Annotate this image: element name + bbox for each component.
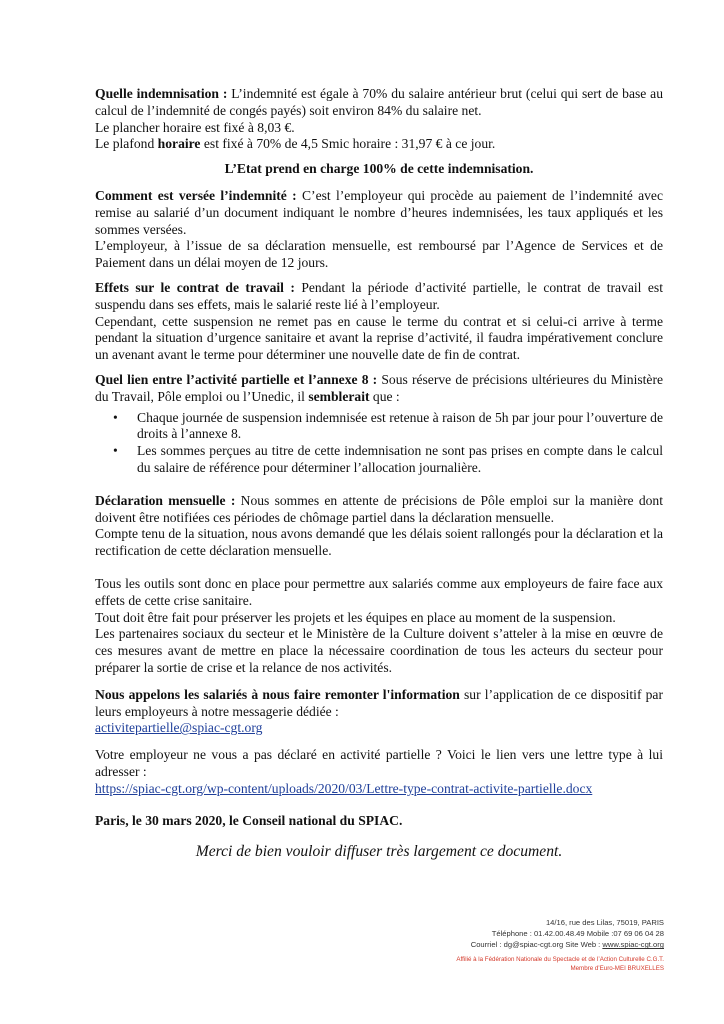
lettre-url-line <box>95 781 663 798</box>
lettre-link[interactable]: https://spiac-cgt.org/wp-content/uploads/2020/03/Lettre-type-contrat-activite-partielle.docx <box>95 780 593 796</box>
contrat-heading: Effets sur le contrat de travail : <box>95 279 295 295</box>
email-line <box>95 720 663 737</box>
indemnisation-text: L’indemnité est égale à 70% du salaire antérieur brut (celui qui sert de base au calcul de l’indemnité de congés payés) soit environ 84% du salaire net. <box>95 86 664 118</box>
thanks-line: Merci de bien vouloir diffuser très largement ce document. <box>195 843 563 861</box>
list-item <box>113 409 663 444</box>
list-item-text: Les sommes perçues au titre de cette indemnisation ne sont pas prises en compte dans le calcul du salaire de référence pour déterminer l’allocation journalière. <box>137 443 663 475</box>
appel-paragraph <box>95 687 663 721</box>
annexe-text-a: Sous réserve de précisions ultérieures du Ministère du Travail, Pôle emploi ou l’Unedic, il <box>95 371 664 404</box>
versement-text2: L’employeur, à l’issue de sa déclaration mensuelle, est remboursé par l’Agence de Services et de Paiement dans un délai moyen de 12 jours. <box>95 238 663 271</box>
outils-text2: Tout doit être fait pour préserver les projets et les équipes en place au moment de la suspension. <box>95 609 616 625</box>
appel-text: sur l’application de ce dispositif par leurs employeurs à notre messagerie dédiée : <box>95 686 663 719</box>
footer-site-link[interactable]: www.spiac-cgt.org <box>602 940 664 950</box>
contrat-paragraph <box>95 280 663 314</box>
document-body <box>95 86 663 861</box>
bullet-icon: • <box>113 443 118 459</box>
annexe-text-b: que : <box>369 388 400 404</box>
plafond-line <box>95 136 663 153</box>
plafond-text-b: est fixé à 70% de 4,5 Smic horaire : 31,97 € à ce jour. <box>200 136 496 152</box>
list-item <box>113 443 663 477</box>
footer-address: 14/16, rue des Lilas, 75019, PARIS <box>545 918 664 927</box>
annexe-heading: Quel lien entre l’activité partielle et l’annexe 8 : <box>95 371 378 387</box>
section-annexe <box>95 372 663 477</box>
section-indemnisation <box>95 86 663 153</box>
declaration-heading: Déclaration mensuelle : <box>95 492 236 508</box>
contrat-text2: Cependant, cette suspension ne remet pas en cause le terme du contrat et si celui-ci arrive à terme pendant la situation d’urgence sanitaire et avant la reprise d’activité, il faudra impérativement conclure un avenant avant le terme pour déterminer une nouvelle date de fin de contrat. <box>95 313 663 363</box>
plancher-line: Le plancher horaire est fixé à 8,03 €. <box>95 119 295 135</box>
versement-paragraph <box>95 188 663 238</box>
etat-line <box>95 161 663 178</box>
versement-heading: Comment est versée l’indemnité : <box>95 187 297 203</box>
annexe-bullet-list <box>95 410 663 477</box>
section-appel <box>95 687 663 737</box>
bullet-icon: • <box>113 409 118 425</box>
signature: Paris, le 30 mars 2020, le Conseil national du SPIAC. <box>95 813 403 829</box>
declaration-paragraph <box>95 493 663 527</box>
plafond-bold: horaire <box>157 136 201 152</box>
versement-text1: C’est l’employeur qui procède au paiement de l’indemnité avec remise au salarié d’un document indiquant le nombre d’heures indemnisées, les taux appliqués et les sommes versées. <box>95 187 663 237</box>
section-outils <box>95 576 663 677</box>
footer-affiliation: Affilié à la Fédération Nationale du Spectacle et de l’Action Culturelle C.G.T. <box>456 955 664 963</box>
annexe-paragraph <box>95 372 663 406</box>
footer-phone: Téléphone : 01.42.00.48.49 Mobile :07 69 06 04 28 <box>491 929 664 939</box>
section-contrat <box>95 280 663 364</box>
indemnisation-paragraph <box>95 86 663 120</box>
section-lettre <box>95 747 663 797</box>
contrat-text1: Pendant la période d’activité partielle, le contrat de travail est suspendu dans ses effets, mais le salarié reste lié à l’employeur. <box>95 279 663 312</box>
section-versement <box>95 188 663 272</box>
section-declaration <box>95 493 663 560</box>
outils-text1: Tous les outils sont donc en place pour permettre aux salariés comme aux employeurs de faire face aux effets de cette crise sanitaire. <box>95 575 663 608</box>
email-link[interactable]: activitepartielle@spiac-cgt.org <box>95 720 263 736</box>
declaration-text1: Nous sommes en attente de précisions de Pôle emploi sur la manière dont doivent être notifiées ces périodes de chômage partiel dans la déclaration mensuelle. <box>95 492 663 525</box>
outils-text3: Les partenaires sociaux du secteur et le Ministère de la Culture doivent s’atteler à la mise en œuvre de ces mesures avant de mettre en place la nécessaire coordination de tous les acteurs du secteur pour préparer la sortie de crise et la relance de nos activités. <box>95 626 663 675</box>
footer-courriel: Courriel : dg@spiac-cgt.org Site Web : <box>470 940 603 950</box>
footer-contact <box>456 939 664 950</box>
annexe-bold: semblerait <box>308 388 370 404</box>
declaration-text2: Compte tenu de la situation, nous avons demandé que les délais soient rallongés pour la déclaration et la rectification de cette déclaration mensuelle. <box>95 526 663 559</box>
footer-membre: Membre d’Euro-MEI BRUXELLES <box>570 965 664 973</box>
plafond-text-a: Le plafond <box>95 136 158 152</box>
lettre-text: Votre employeur ne vous a pas déclaré en activité partielle ? Voici le lien vers une lettre type à lui adresser : <box>95 747 663 779</box>
appel-bold: Nous appelons les salariés à nous faire remonter l'information <box>95 686 460 702</box>
etat-line-text: L’Etat prend en charge 100% de cette indemnisation. <box>224 161 534 177</box>
footer <box>456 917 664 973</box>
list-item-text: Chaque journée de suspension indemnisée est retenue à raison de 5h par jour pour l’ouverture de droits à l’annexe 8. <box>137 409 663 442</box>
indemnisation-heading: Quelle indemnisation : <box>95 86 228 101</box>
